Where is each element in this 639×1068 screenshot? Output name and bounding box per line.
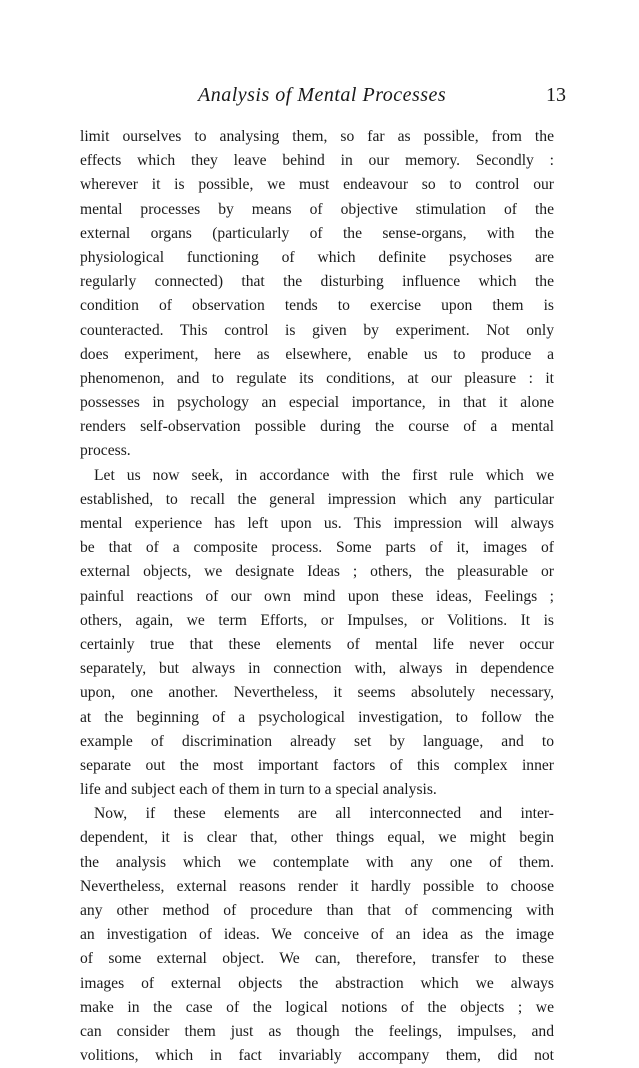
text-line: separately, but always in connection with, always in dependence	[80, 660, 554, 678]
text-line: certainly true that these elements of mental life never occur	[80, 635, 554, 653]
text-line: can consider them just as though the feelings, impulses, and	[80, 1022, 554, 1040]
text-line: counteracted. This control is given by experiment. Not only	[80, 321, 554, 339]
running-header	[80, 84, 570, 114]
text-line: make in the case of the logical notions of the objects ; we	[80, 998, 554, 1016]
text-line: at the beginning of a psychological investigation, to follow the	[80, 708, 554, 726]
text-line: Now, if these elements are all interconnected and inter-	[94, 805, 554, 823]
text-line: life and subject each of them in turn to a special analysis.	[80, 781, 437, 799]
text-line: mental processes by means of objective stimulation of the	[80, 200, 554, 218]
text-line: an investigation of ideas. We conceive of an idea as the image	[80, 926, 554, 944]
text-line: dependent, it is clear that, other things equal, we might begin	[80, 829, 554, 847]
paragraph	[80, 464, 554, 803]
paragraph	[80, 125, 554, 464]
page-number: 13	[546, 84, 566, 106]
text-line: possesses in psychology an especial importance, in that it alone	[80, 394, 554, 412]
text-line: does experiment, here as elsewhere, enable us to produce a	[80, 345, 554, 363]
running-title: Analysis of Mental Processes	[198, 84, 447, 106]
text-line: external objects, we designate Ideas ; others, the pleasurable or	[80, 563, 554, 581]
text-line: images of external objects the abstraction which we always	[80, 974, 554, 992]
text-line: others, again, we term Efforts, or Impulses, or Volitions. It is	[80, 611, 554, 629]
text-line: process.	[80, 442, 131, 460]
text-line: volitions, which in fact invariably accompany them, did not	[80, 1047, 554, 1065]
paragraph	[80, 802, 554, 1068]
text-line: upon, one another. Nevertheless, it seems absolutely necessary,	[80, 684, 554, 702]
text-line: condition of observation tends to exercise upon them is	[80, 297, 554, 315]
text-line: be that of a composite process. Some parts of it, images of	[80, 539, 554, 557]
text-line: Nevertheless, external reasons render it hardly possible to choose	[80, 877, 554, 895]
text-line: wherever it is possible, we must endeavour so to control our	[80, 176, 554, 194]
text-line: of some external object. We can, therefore, transfer to these	[80, 950, 554, 968]
text-line: established, to recall the general impression which any particular	[80, 490, 554, 508]
text-line: limit ourselves to analysing them, so far as possible, from the	[80, 128, 554, 145]
text-line: the analysis which we contemplate with any one of them.	[80, 853, 554, 871]
text-line: regularly connected) that the disturbing influence which the	[80, 273, 554, 291]
body-text	[80, 125, 554, 1068]
text-line: Let us now seek, in accordance with the first rule which we	[94, 466, 554, 484]
text-line: renders self-observation possible during the course of a mental	[80, 418, 554, 436]
text-line: physiological functioning of which definite psychoses are	[80, 248, 554, 266]
text-line: phenomenon, and to regulate its conditions, at our pleasure : it	[80, 369, 554, 387]
text-line: any other method of procedure than that of commencing with	[80, 902, 554, 919]
text-line: separate out the most important factors of this complex inner	[80, 756, 554, 774]
text-line: effects which they leave behind in our memory. Secondly :	[80, 152, 554, 170]
text-line: painful reactions of our own mind upon these ideas, Feelings ;	[80, 587, 554, 605]
text-line: mental experience has left upon us. This impression will always	[80, 515, 554, 532]
text-line: example of discrimination already set by language, and to	[80, 732, 554, 750]
text-line: external organs (particularly of the sense-organs, with the	[80, 224, 554, 242]
